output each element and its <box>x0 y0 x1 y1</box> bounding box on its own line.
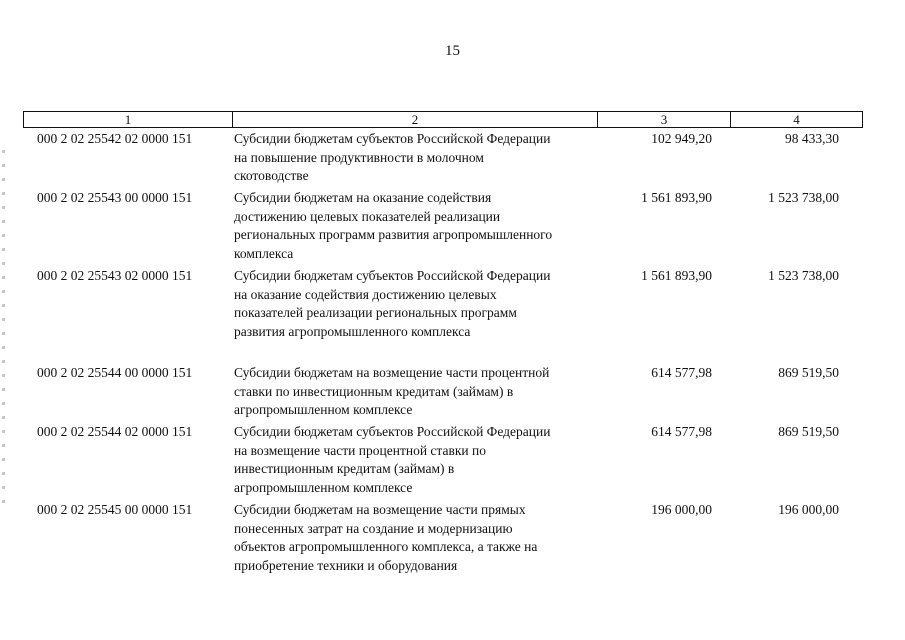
value-col-4: 98 433,30 <box>785 131 839 146</box>
row-description <box>234 423 599 497</box>
header-col-4: 4 <box>793 112 800 127</box>
description-line: объектов агропромышленного комплекса, а также на <box>234 539 538 554</box>
page-number: 15 <box>445 43 460 59</box>
description-line: региональных программ развития агропромышленного <box>234 227 553 242</box>
header-col-3: 3 <box>598 112 731 127</box>
value-col-3: 1 561 893,90 <box>641 190 712 205</box>
value-col-3: 102 949,20 <box>651 131 712 146</box>
description-line: Субсидии бюджетам на возмещение части прямых <box>234 502 526 517</box>
description-line: на повышение продуктивности в молочном <box>234 149 484 165</box>
description-line: Субсидии бюджетам субъектов Российской Федерации <box>234 131 551 146</box>
table-header <box>23 111 863 128</box>
budget-code: 000 2 02 25545 00 0000 151 <box>37 502 193 517</box>
budget-code: 000 2 02 25543 00 0000 151 <box>37 190 193 205</box>
description-line: понесенных затрат на создание и модернизацию <box>234 520 513 536</box>
budget-code: 000 2 02 25544 00 0000 151 <box>37 365 193 380</box>
description-line: агропромышленном комплексе <box>234 402 413 417</box>
description-line: Субсидии бюджетам субъектов Российской Федерации <box>234 268 551 283</box>
description-line: Субсидии бюджетам на возмещение части процентной <box>234 365 550 380</box>
value-col-4: 869 519,50 <box>778 365 839 380</box>
value-col-4: 1 523 738,00 <box>768 190 839 205</box>
header-col-2: 2 <box>233 112 598 127</box>
description-line: комплекса <box>234 245 294 261</box>
description-line: на оказание содействия достижению целевых <box>234 286 497 302</box>
budget-code: 000 2 02 25542 02 0000 151 <box>37 131 193 146</box>
value-col-3: 614 577,98 <box>651 424 712 439</box>
description-line: на возмещение части процентной ставки по <box>234 442 486 458</box>
value-col-4: 869 519,50 <box>778 424 839 439</box>
row-description <box>234 189 599 263</box>
value-col-4: 196 000,00 <box>778 502 839 517</box>
value-col-4: 1 523 738,00 <box>768 268 839 283</box>
budget-code: 000 2 02 25544 02 0000 151 <box>37 424 193 439</box>
description-line: приобретение техники и оборудования <box>234 557 458 573</box>
row-description <box>234 364 599 420</box>
description-line: развития агропромышленного комплекса <box>234 323 471 339</box>
value-col-3: 614 577,98 <box>651 365 712 380</box>
row-description <box>234 130 599 186</box>
header-col-1: 1 <box>24 112 233 127</box>
description-line: показателей реализации региональных программ <box>234 305 517 320</box>
description-line: Субсидии бюджетам субъектов Российской Федерации <box>234 424 551 439</box>
row-description <box>234 501 599 575</box>
description-line: агропромышленном комплексе <box>234 479 413 495</box>
description-line: скотоводстве <box>234 168 309 183</box>
description-line: Субсидии бюджетам на оказание содействия <box>234 190 492 205</box>
row-description <box>234 267 599 341</box>
value-col-3: 196 000,00 <box>651 502 712 517</box>
value-col-3: 1 561 893,90 <box>641 268 712 283</box>
description-line: инвестиционным кредитам (займам) в <box>234 461 455 476</box>
scan-margin-marks <box>2 150 5 510</box>
budget-code: 000 2 02 25543 02 0000 151 <box>37 268 193 283</box>
description-line: достижению целевых показателей реализации <box>234 208 501 224</box>
description-line: ставки по инвестиционным кредитам (займам) в <box>234 383 514 399</box>
